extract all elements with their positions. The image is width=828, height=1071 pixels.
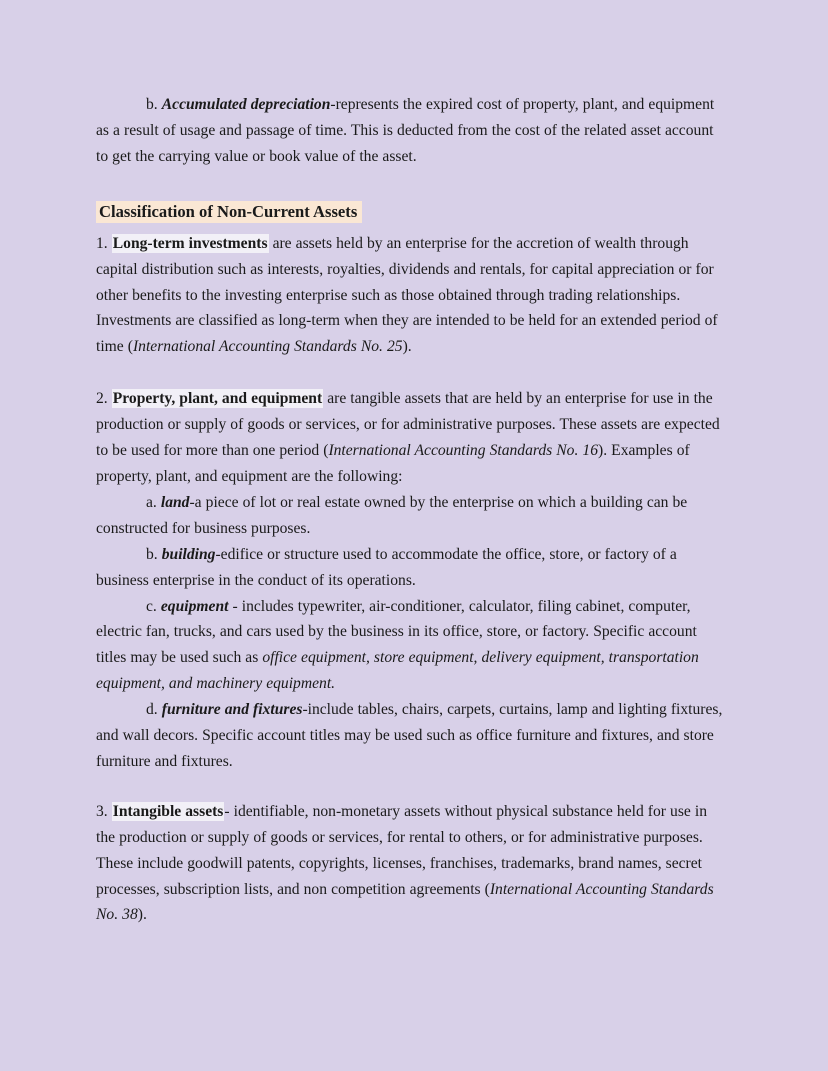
term-property-plant-equipment: Property, plant, and equipment [112,390,323,408]
paragraph-item2-body-2: ). Examples of property, plant, and equipment are the following: [96,442,690,485]
section-heading-wrapper [96,200,728,224]
list-marker-c: c. [146,597,161,615]
term-intangible-assets: Intangible assets [112,802,224,820]
paragraph-sub-equipment-body-1: - includes typewriter, air-conditioner, calculator, filing cabinet, computer, electric fan, trucks, and cars used by the business in its office, store, or factory. Specific account titles may be used such as [96,597,697,667]
paragraph-item1-body-1: are assets held by an enterprise for the accretion of wealth through capital distribution such as interests, royalties, dividends and rentals, for capital appreciation or for other benefits to the investing enterprise such as those obtained through trading relationships. Investments are classified as long-term when they are intended to be held for an extended period of time ( [96,234,718,356]
paragraph-accumulated-depreciation [96,92,728,170]
term-building: building [161,545,216,563]
list-marker-3: 3. [96,802,112,820]
citation-ias-25: International Accounting Standards No. 25 [132,338,403,356]
paragraph-item3-body-2: ). [137,906,147,924]
citation-ias-38: International Accounting Standards No. 38 [96,880,714,924]
list-marker-d: d. [146,701,162,719]
citation-ias-16: International Accounting Standards No. 16 [328,442,599,460]
paragraph-sub-furniture-fixtures [96,697,728,775]
account-titles-equipment: office equipment, store equipment, delivery equipment, transportation equipment, and machinery equipment. [96,649,699,693]
paragraph-sub-equipment [96,594,728,698]
paragraph-intangible-assets [96,799,728,929]
list-marker-a: a. [146,493,161,511]
paragraph-property-plant-equipment [96,386,728,490]
list-marker-b2: b. [146,545,162,563]
paragraph-item3-body-1: - identifiable, non-monetary assets without physical substance held for use in the production or supply of goods or services, for rental to others, or for administrative purposes. These include goodwill patents, copyrights, licenses, franchises, trademarks, brand names, secret processes, subscription lists, and non competition agreements ( [96,802,707,898]
term-land: land [160,493,190,511]
term-long-term-investments: Long-term investments [112,234,268,252]
paragraph-long-term-investments [96,231,728,361]
list-marker-b: b. [146,96,162,113]
list-marker-2: 2. [96,390,112,408]
paragraph-sub-land [96,490,728,542]
term-furniture-and-fixtures: furniture and fixtures [161,701,303,719]
paragraph-item1-body-2: ). [402,338,412,356]
term-equipment: equipment [160,597,229,615]
paragraph-sub-building-body: -edifice or structure used to accommodate the office, store, or factory of a business enterprise in the conduct of its operations. [96,545,677,589]
list-marker-1: 1. [96,234,112,252]
paragraph-item2-body-1: are tangible assets that are held by an enterprise for use in the production or supply of goods or services, or for administrative purposes. These assets are expected to be used for more than one period ( [96,390,720,460]
term-accumulated-depreciation: Accumulated depreciation [161,96,331,113]
paragraph-sub-furniture-fixtures-body: -include tables, chairs, carpets, curtains, lamp and lighting fixtures, and wall decors. Specific account titles may be used such as office furniture and fixtures, and store furniture and fixtures. [96,701,723,770]
section-heading-text: Classification of Non-Current Assets [96,201,362,223]
paragraph-sub-land-body: -a piece of lot or real estate owned by the enterprise on which a building can be constructed for business purposes. [96,493,688,537]
paragraph-sub-building [96,542,728,594]
section-heading-classification [96,200,362,224]
document-body [96,92,728,928]
paragraph-accumulated-depreciation-body: -represents the expired cost of property, plant, and equipment as a result of usage and passage of time. This is deducted from the cost of the related asset account to get the carrying value or book value of the asset. [96,96,715,165]
